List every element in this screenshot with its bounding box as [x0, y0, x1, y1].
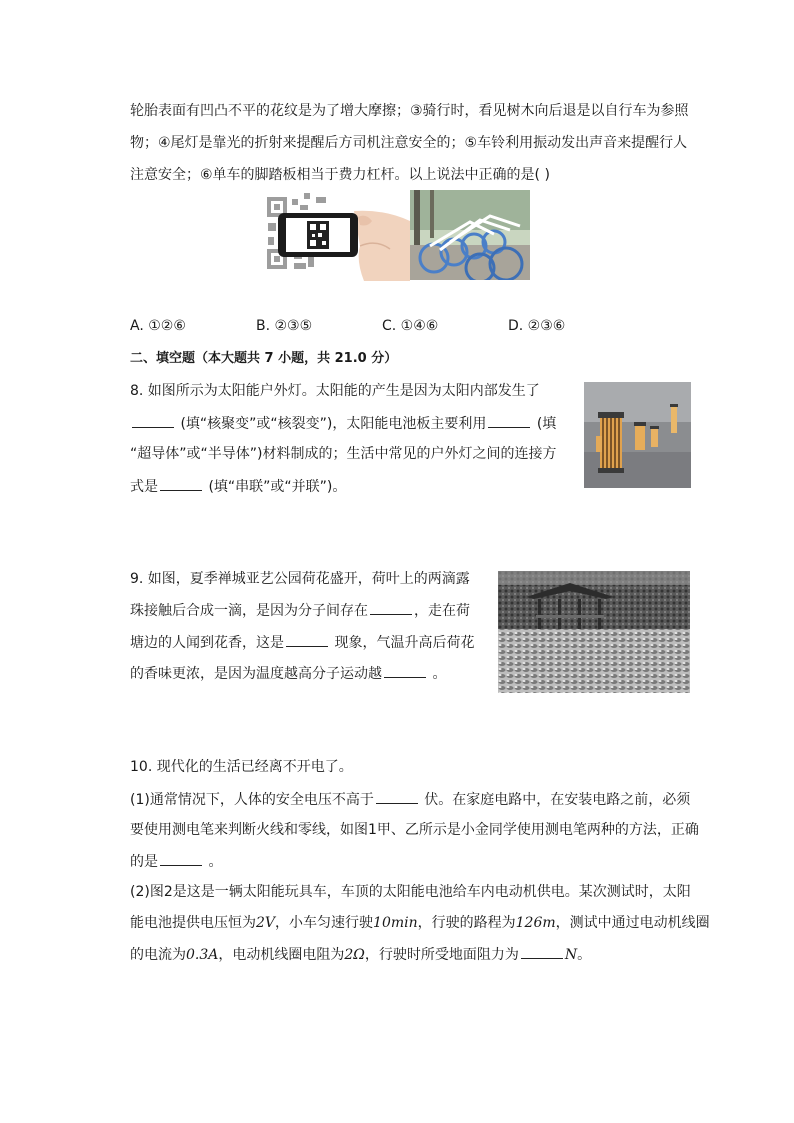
answer-blank	[376, 789, 418, 804]
q9-line-2: 珠接触后合成一滴，是因为分子间存在 ，走在荷	[130, 600, 470, 621]
q9-line-1: 9. 如图，夏季禅城亚艺公园荷花盛开，荷叶上的两滴露	[130, 571, 470, 587]
q10-part1-line-1: (1)通常情况下，人体的安全电压不高于 伏。在家庭电路中，在安装电路之前，必须	[130, 789, 690, 810]
lotus-pond-image	[498, 571, 690, 693]
answer-blank	[384, 663, 426, 678]
option-d: D. ②③⑥	[508, 318, 566, 334]
q8-line-1: 8. 如图所示为太阳能户外灯。太阳能的产生是因为太阳内部发生了	[130, 383, 540, 399]
q9-line-4: 的香味更浓，是因为温度越高分子运动越 。	[130, 663, 446, 684]
answer-blank	[160, 476, 202, 491]
q10-part1-line-2: 要使用测电笔来判断火线和零线，如图1甲、乙所示是小金同学使用测电笔两种的方法，正确	[130, 822, 699, 838]
shared-bikes-image	[410, 190, 530, 280]
answer-blank	[286, 632, 328, 647]
q10-part2-line-1: (2)图2是这是一辆太阳能玩具车，车顶的太阳能电池给车内电动机供电。某次测试时，太阳	[130, 884, 691, 900]
q10-title: 10. 现代化的生活已经离不开电了。	[130, 759, 353, 775]
q10-part1-line-3: 的是 。	[130, 851, 222, 872]
answer-blank	[160, 851, 202, 866]
option-c: C. ①④⑥	[382, 318, 439, 334]
q10-part2-line-3: 的电流为0.3A，电动机线圈电阻为2Ω，行驶时所受地面阻力为 N。	[130, 944, 591, 965]
q8-line-4: 式是 (填“串联”或“并联”)。	[130, 476, 346, 497]
q8-line-3: “超导体”或“半导体”)材料制成的；生活中常见的户外灯之间的连接方	[130, 446, 557, 462]
q10-part2-line-2: 能电池提供电压恒为2V，小车匀速行驶10min，行驶的路程为126m，测试中通过电动机线圈	[130, 915, 710, 931]
q7-line-1: 轮胎表面有凹凸不平的花纹是为了增大摩擦；③骑行时，看见树木向后退是以自行车为参照	[130, 103, 689, 119]
solar-lamp-image	[584, 382, 691, 488]
option-b: B. ②③⑤	[256, 318, 313, 334]
answer-blank	[488, 413, 530, 428]
q7-line-3: 注意安全；⑥单车的脚踏板相当于费力杠杆。以上说法中正确的是( )	[130, 167, 550, 183]
qr-scan-image	[264, 191, 410, 281]
answer-blank	[370, 600, 412, 615]
q7-line-2: 物；④尾灯是靠光的折射来提醒后方司机注意安全的；⑤车铃利用振动发出声音来提醒行人	[130, 135, 688, 151]
option-a: A. ①②⑥	[130, 318, 186, 334]
answer-blank	[521, 944, 563, 959]
q8-line-2: (填“核聚变”或“核裂变”)，太阳能电池板主要利用 (填	[130, 413, 556, 434]
q9-line-3: 塘边的人闻到花香，这是 现象，气温升高后荷花	[130, 632, 474, 653]
section-title: 二、填空题（本大题共 7 小题，共 21.0 分）	[130, 351, 398, 366]
answer-blank	[132, 413, 174, 428]
